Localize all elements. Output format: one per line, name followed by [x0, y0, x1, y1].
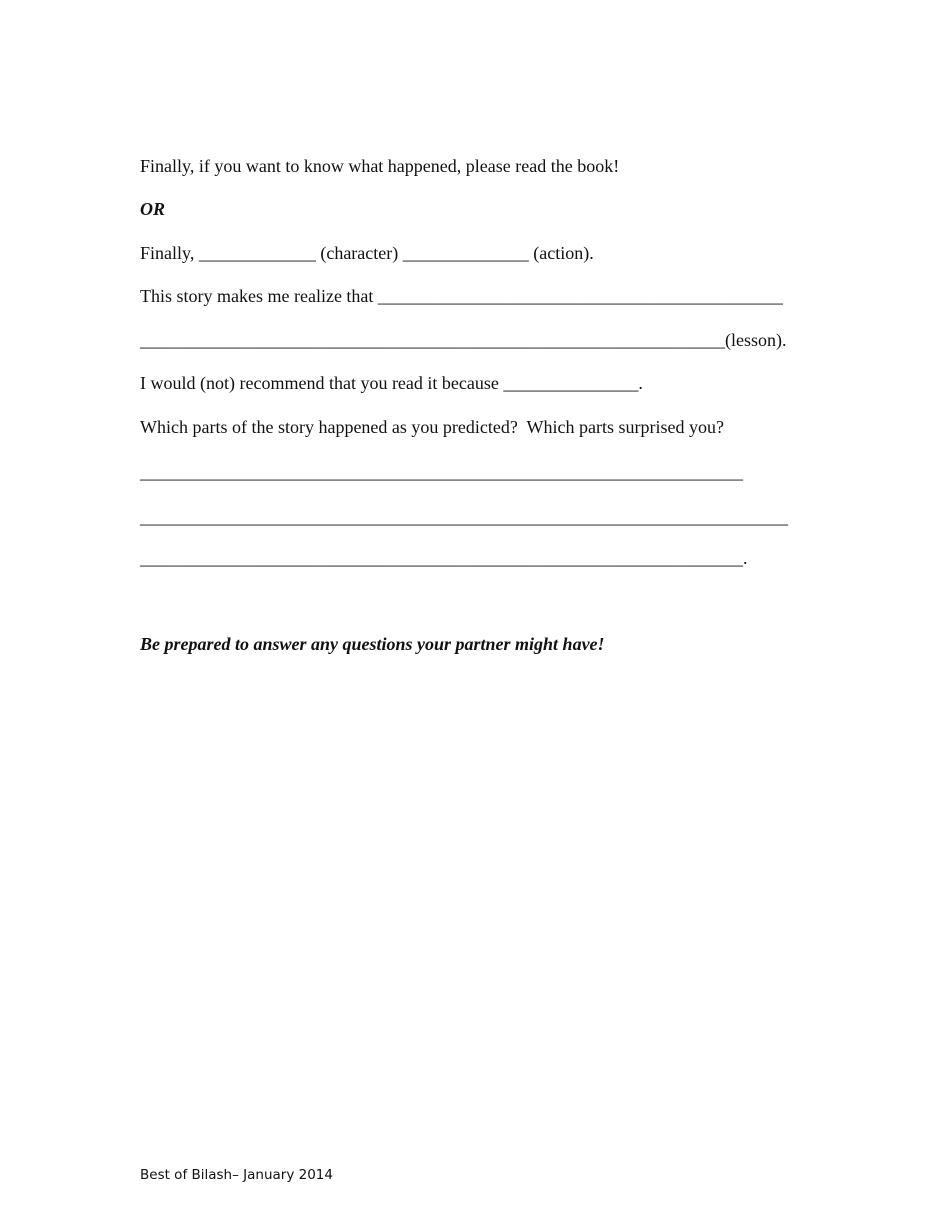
- page-footer: Best of Bilash– January 2014: [140, 1167, 333, 1183]
- prediction-question: Which parts of the story happened as you predicted? Which parts surprised you?: [140, 417, 724, 437]
- answer-blank-line: ___________________________________________________________________.: [140, 548, 748, 568]
- recommendation-prompt: I would (not) recommend that you read it because _______________.: [140, 373, 643, 393]
- closing-sentence-option-b: Finally, _____________ (character) ______________ (action).: [140, 243, 594, 263]
- lesson-blank-line: _________________________________________________________________(lesson).: [140, 330, 787, 350]
- closing-sentence-option-a: Finally, if you want to know what happened, please read the book!: [140, 156, 620, 176]
- answer-blank-line: ___________________________________________________________________: [140, 462, 743, 482]
- lesson-prompt: This story makes me realize that _____________________________________________: [140, 286, 783, 306]
- closing-instruction: Be prepared to answer any questions your partner might have!: [140, 634, 605, 654]
- answer-blank-line: ________________________________________________________________________: [140, 507, 788, 527]
- or-separator: OR: [140, 199, 166, 219]
